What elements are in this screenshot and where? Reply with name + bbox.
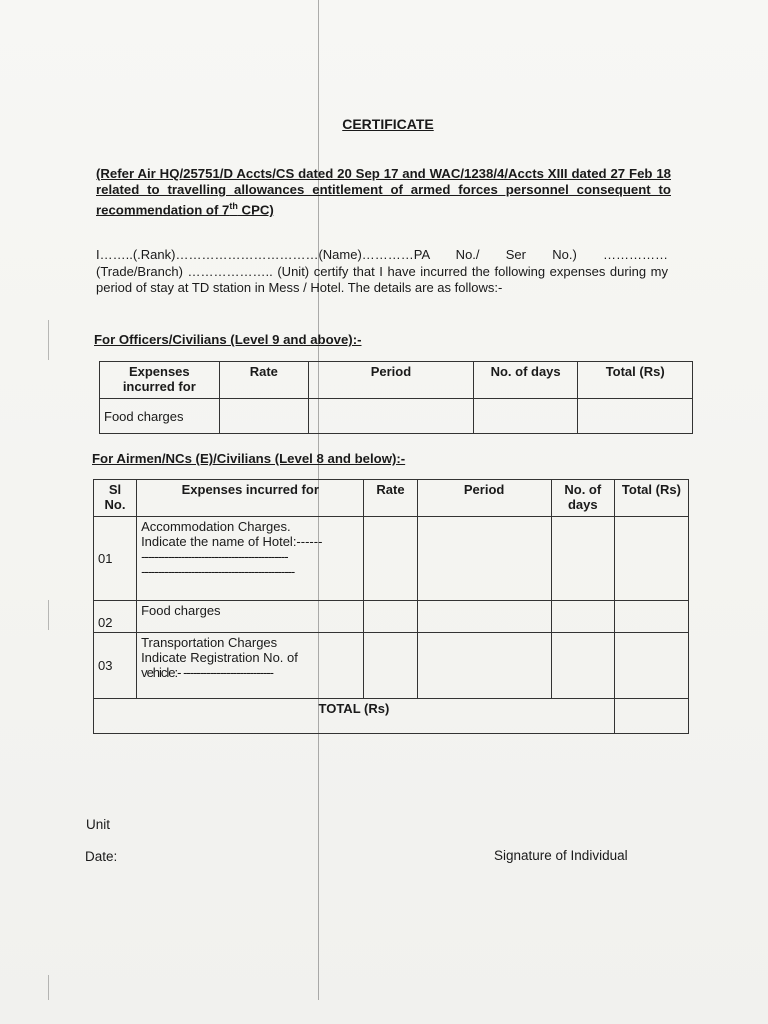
total-label: TOTAL (Rs) bbox=[94, 699, 615, 734]
table-cell bbox=[417, 517, 551, 601]
row-description: Transportation Charges Indicate Registration No. of vehicle:- --------------------------- bbox=[137, 633, 364, 699]
margin-mark bbox=[48, 975, 49, 1000]
table-cell bbox=[551, 601, 614, 633]
table-cell bbox=[551, 517, 614, 601]
certify-paragraph: I……..(.Rank)……………………………(Name)…………PA No./ Ser No.) …………… (Trade/Branch) ……………….. (Unit) certify that I have incurred the following expenses during my period of stay at TD station in Mess / Hotel. The details are as follows:- bbox=[96, 247, 668, 295]
table-cell bbox=[473, 399, 578, 434]
row-description: Accommodation Charges. Indicate the name of Hotel:------ -------------------------------------------- ---------------------------------------------- bbox=[137, 517, 364, 601]
table-cell bbox=[364, 517, 417, 601]
airmen-expense-table bbox=[93, 479, 689, 734]
table-header-row bbox=[94, 480, 689, 517]
signature-label: Signature of Individual bbox=[494, 848, 628, 863]
table-row bbox=[94, 601, 689, 633]
table-cell bbox=[551, 633, 614, 699]
page-title: CERTIFICATE bbox=[342, 116, 434, 132]
table-cell bbox=[417, 601, 551, 633]
row-description: Food charges bbox=[137, 601, 364, 633]
table-cell bbox=[309, 399, 474, 434]
reference-text: (Refer Air HQ/25751/D Accts/CS dated 20 Sep 17 and WAC/1238/4/Accts XIII dated 27 Feb 18 related to travelling allowances entitlement of armed forces personnel consequent to recommendation of 7th CPC) bbox=[96, 166, 671, 218]
table-header-row bbox=[100, 362, 693, 399]
date-label: Date: bbox=[85, 849, 118, 864]
total-value-cell bbox=[614, 699, 688, 734]
table-cell: Food charges bbox=[100, 399, 220, 434]
table-row bbox=[94, 633, 689, 699]
col-header: No. of days bbox=[473, 362, 578, 399]
table-cell bbox=[417, 633, 551, 699]
officers-expense-table bbox=[99, 361, 693, 434]
col-header: Total (Rs) bbox=[614, 480, 688, 517]
table-row bbox=[94, 517, 689, 601]
col-header: Rate bbox=[219, 362, 308, 399]
section2-heading: For Airmen/NCs (E)/Civilians (Level 8 and below):- bbox=[92, 451, 406, 466]
col-header: Period bbox=[309, 362, 474, 399]
col-header: Total (Rs) bbox=[578, 362, 693, 399]
table-cell bbox=[614, 601, 688, 633]
col-header: No. of days bbox=[551, 480, 614, 517]
table-cell bbox=[614, 633, 688, 699]
row-number: 01 bbox=[94, 517, 137, 601]
table-row bbox=[100, 399, 693, 434]
col-header: Rate bbox=[364, 480, 417, 517]
unit-label: Unit bbox=[86, 817, 111, 832]
section1-heading: For Officers/Civilians (Level 9 and above):- bbox=[94, 332, 362, 347]
table-cell bbox=[219, 399, 308, 434]
col-header: Expenses incurred for bbox=[137, 480, 364, 517]
table-cell bbox=[364, 601, 417, 633]
row-number: 02 bbox=[94, 601, 137, 633]
table-cell bbox=[364, 633, 417, 699]
margin-mark bbox=[48, 600, 49, 630]
row-number: 03 bbox=[94, 633, 137, 699]
col-header: Sl No. bbox=[94, 480, 137, 517]
table-cell bbox=[578, 399, 693, 434]
total-row bbox=[94, 699, 689, 734]
table-cell bbox=[614, 517, 688, 601]
col-header: Period bbox=[417, 480, 551, 517]
col-header: Expenses incurred for bbox=[100, 362, 220, 399]
margin-mark bbox=[48, 320, 49, 360]
